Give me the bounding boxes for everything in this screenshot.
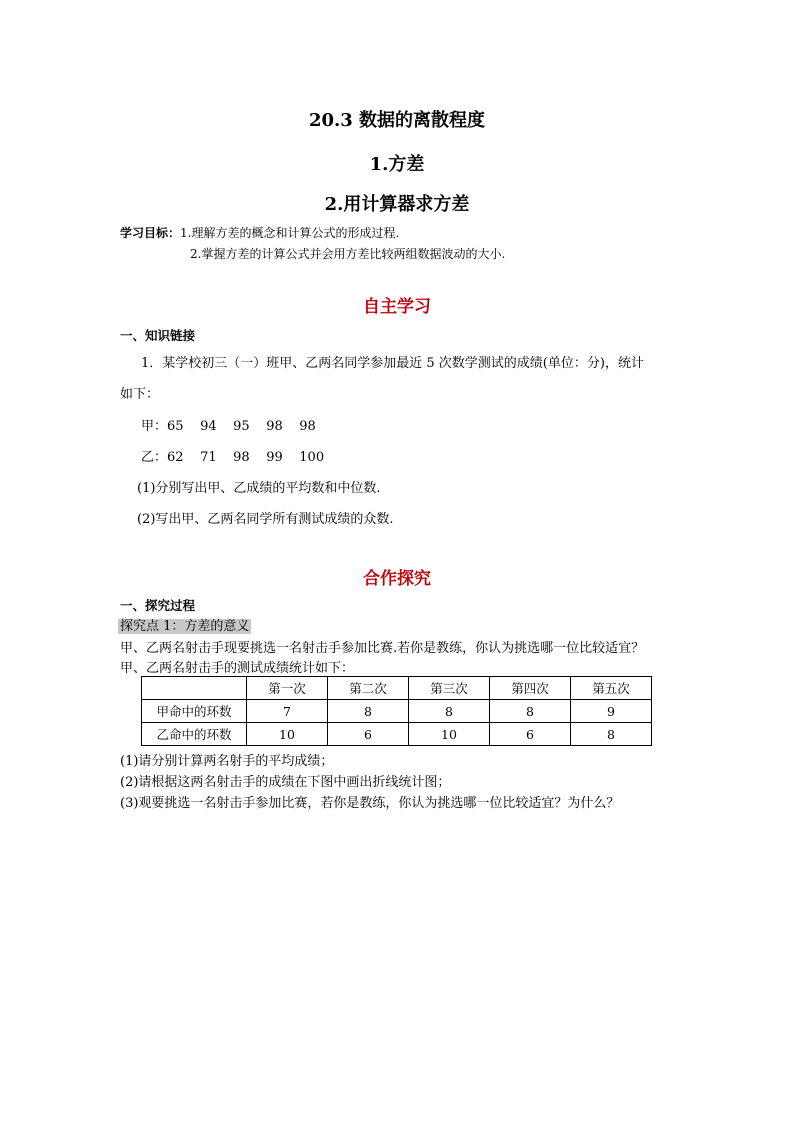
table-cell: 6 (328, 723, 409, 746)
table-cell: 8 (328, 700, 409, 723)
table-cell: 8 (409, 700, 490, 723)
table-header-row (142, 677, 652, 700)
exploration-point-1-label (118, 615, 251, 634)
subtitle-variance: 1.方差 (369, 154, 425, 175)
table-cell: 9 (571, 700, 652, 723)
table-header-cell: 第二次 (328, 677, 409, 700)
table-row (142, 723, 652, 746)
section-heading-self-study: 自主学习 (363, 297, 431, 317)
goals-label: 学习目标： (120, 226, 181, 240)
coop-question-1: (1)请分别计算两名射手的平均成绩； (120, 754, 334, 769)
table-cell: 10 (247, 723, 328, 746)
subtitle-calculator: 2.用计算器求方差 (324, 194, 470, 215)
shooting-scores-table (141, 676, 652, 746)
goals-block (120, 224, 399, 241)
page-title: 20.3 数据的离散程度 (308, 110, 486, 131)
table-header-cell: 第四次 (490, 677, 571, 700)
table-header-cell (142, 677, 247, 700)
sub-question-1: (1)分别写出甲、乙成绩的平均数和中位数. (137, 481, 381, 496)
exploration-process-heading: 一、探究过程 (120, 598, 196, 613)
coop-question-2: (2)请根据这两名射击手的成绩在下图中画出折线统计图； (120, 775, 451, 790)
table-cell: 10 (409, 723, 490, 746)
table-header-cell: 第三次 (409, 677, 490, 700)
goal-item-2: 2.掌握方差的计算公式并会用方差比较两组数据波动的大小. (190, 247, 506, 261)
table-cell: 6 (490, 723, 571, 746)
goal-item-1: 1.理解方差的概念和计算公式的形成过程. (180, 226, 400, 240)
table-header-cell: 第一次 (247, 677, 328, 700)
question-1-line-1: 1．某学校初三（一）班甲、乙两名同学参加最近 5 次数学测试的成绩(单位：分)，统计 (141, 356, 644, 371)
question-1-line-2: 如下： (120, 387, 160, 402)
table-row-label: 乙命中的环数 (142, 723, 247, 746)
table-row-label: 甲命中的环数 (142, 700, 247, 723)
table-cell: 8 (490, 700, 571, 723)
scores-yi: 乙：62 71 98 99 100 (141, 450, 325, 465)
section-heading-cooperative: 合作探究 (363, 569, 431, 589)
knowledge-link-heading: 一、知识链接 (120, 328, 196, 343)
exploration-paragraph-1: 甲、乙两名射击手现要挑选一名射击手参加比赛.若你是教练，你认为挑选哪一位比较适宜？ (120, 641, 645, 656)
table-cell: 8 (571, 723, 652, 746)
scores-jia: 甲：65 94 95 98 98 (141, 419, 316, 434)
exploration-point-1-text: 探究点 1：方差的意义 (120, 619, 250, 634)
coop-question-3: (3)观要挑选一名射击手参加比赛，若你是教练，你认为挑选哪一位比较适宜？为什么？ (120, 796, 620, 811)
table-row (142, 700, 652, 723)
table-header-cell: 第五次 (571, 677, 652, 700)
table-cell: 7 (247, 700, 328, 723)
sub-question-2: (2)写出甲、乙两名同学所有测试成绩的众数. (137, 512, 394, 527)
exploration-paragraph-2: 甲、乙两名射击手的测试成绩统计如下： (120, 661, 355, 676)
